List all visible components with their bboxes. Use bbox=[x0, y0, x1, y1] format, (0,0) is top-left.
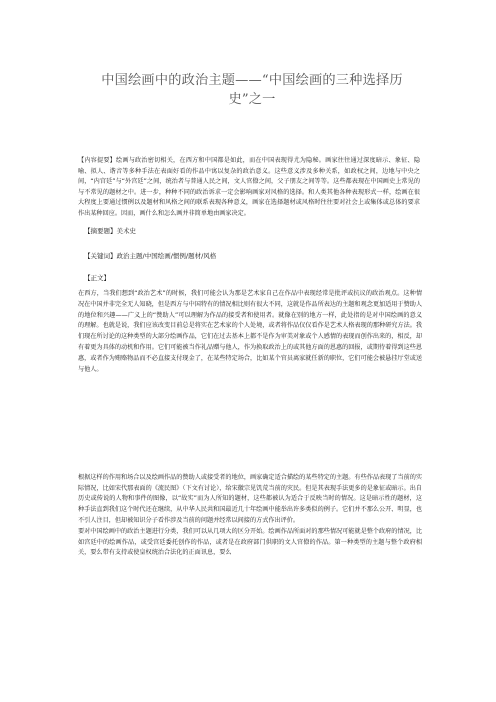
body-paragraph-1-text: 在西方，当我们想到“政治艺术”的时候，我们可能会认为那是艺术家自己在作品中表现经常是批评或抗议的政治观点。这种情况在中国并非完全无人知晓，但是西方与中国特有的情况相比则有很大不同，这就是作品所表达的主题和观念更加适用于赞助人的地位和兴趣——广义上的“赞助人”可以理解为作品的接受者和使用者。就像在别的地方一样，此处指的是对中国绘画的意义的理解。也就是说，我们应该改变目前总是将实在艺术家的个人处境，或者将作品仅仅看作是艺术人格表现的那种研究方法。我们现在所讨论的这种类型的大部分绘画作品，它们在过去基本上都不是作为审美对象或个人感情的表现而创作出来的，相反，却有着更为具体的动机和作用。它们可能被当作礼品赠与他人，作为换取政治上的或其他方面的恩惠的回报，或期待着得到这些恩惠，或者作为贿赂物品而不必直接支付现金了，在某些特定场合，比如某个官员离家就任新的职位，它们可能会被悬挂厅堂或送与他人。 bbox=[78, 290, 422, 373]
abstract-paragraph: 【内容提要】绘画与政治密切相关，在西方和中国都是如此，而在中国表现得尤为隐秘。画家往往通过深度暗示、象征、隐喻、拟人、谐音等多种手法在表面好看的作品中寓以复杂的政治意义。这些意义涉及多种关系，如政权之间，边地与中央之间，“内宫廷”与“外宫廷”之间，统治者与普通人民之间，文人官僚之间，父子朋友之间等等。这些都表现在中国画史上常见的与不常见的题材之中。进一步，种种不同的政治诉求一定会影响画家对风格的选择。和人类其他各种表现形式一样，绘画在很大程度上要通过惯例以及题材和风格之间的联系表现各种意义，画家在选择题材或风格时往往要对社会上或集体或总体的要求作出某种回应。因而，画什么和怎么画并非简单地由画家决定。 bbox=[78, 157, 420, 217]
body-paragraph-1 bbox=[78, 289, 422, 375]
keywords-line: 【关键词】政治主题/中国绘画/惯例/题材/风格 bbox=[84, 252, 217, 260]
category-line: 【摘要题】美术史 bbox=[84, 227, 136, 235]
body-heading: 【正文】 bbox=[84, 274, 110, 282]
body-paragraph-2 bbox=[78, 462, 422, 570]
document-title: 中国绘画中的政治主题——“中国绘画的三种选择历史”之一 bbox=[101, 73, 403, 107]
body-paragraph-2-text: 根据这样的作用和场合以及绘画作品的赞助人或接受者的地位，画家确定适合描绘的某些特定的主题。有些作品表现了当前的实际情况，比如宋代那表面的《流民图》（下文有讨论），给宋徽宗见饥荒当前的灾民。但是其表现手法更多的是象征或暗示。出自历史或传说的人物和事件的图像，以“故实”而为人所知的题材，这些都被认为适合于反映当时的情况。这是暗示性的题材，这种手法直到我们这个时代还在继续，从中华人民共和国最近几十年绘画中能举出许多类似的例子。它们并不那么公开、明显，也不引人注目，但却被知识分子看作涉及当前的问题并经常以间接的方式作出评价。 要对中国绘画中的政治主题进行分类，我们可以从几项大的区分开始。绘画作品所面对的那些情况可能就是整个政府的情况，比如宫廷中的绘画作品，或受宫廷委托创作的作品，或者是在政府部门供职的文人官僚的作品。第一种类型的主题与整个政府相关，要么带有支持或使皇权统治合法化的正面讯息，要么 bbox=[78, 473, 422, 557]
